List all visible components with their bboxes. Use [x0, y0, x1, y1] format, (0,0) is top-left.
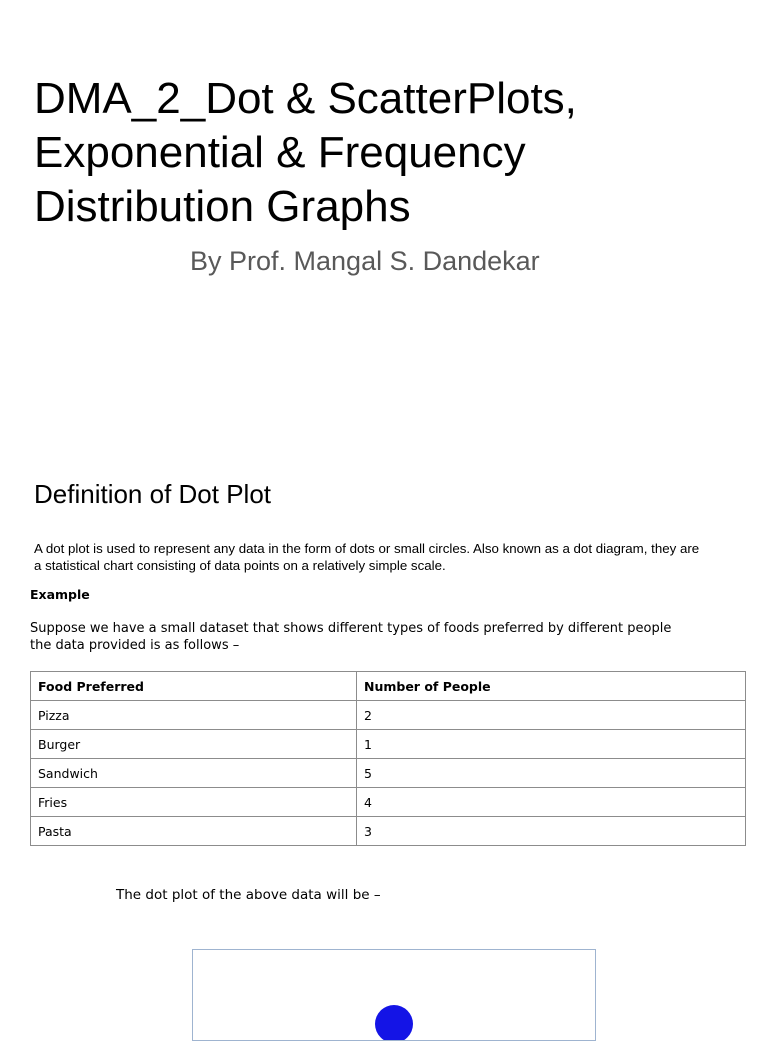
- column-header-count: Number of People: [357, 672, 746, 701]
- table-row: [31, 701, 746, 730]
- food-cell: Sandwich: [31, 759, 357, 788]
- definition-line: A dot plot is used to represent any data in the form of dots or small circles. Also known as a dot diagram, they are: [34, 541, 700, 556]
- slide-title: [34, 72, 734, 234]
- plot-caption: The dot plot of the above data will be –: [116, 887, 381, 903]
- table-row: [31, 759, 746, 788]
- author-subtitle: By Prof. Mangal S. Dandekar: [190, 246, 540, 276]
- title-line: Exponential & Frequency: [34, 128, 526, 177]
- section-heading: Definition of Dot Plot: [34, 479, 272, 509]
- table-header-row: [31, 672, 746, 701]
- dot-plot-point: [375, 1005, 413, 1041]
- food-cell: Pasta: [31, 817, 357, 846]
- food-cell: Fries: [31, 788, 357, 817]
- example-label: Example: [30, 587, 90, 602]
- count-cell: 5: [357, 759, 746, 788]
- definition-line: a statistical chart consisting of data points on a relatively simple scale.: [34, 558, 446, 573]
- count-cell: 4: [357, 788, 746, 817]
- title-line: DMA_2_Dot & ScatterPlots,: [34, 74, 577, 123]
- column-header-food: Food Preferred: [31, 672, 357, 701]
- table-row: [31, 730, 746, 759]
- title-line: Distribution Graphs: [34, 182, 411, 231]
- table-row: [31, 817, 746, 846]
- example-line: Suppose we have a small dataset that shows different types of foods preferred by different people: [30, 621, 672, 636]
- example-paragraph: [30, 620, 750, 654]
- definition-paragraph: [34, 540, 744, 574]
- food-cell: Burger: [31, 730, 357, 759]
- table-row: [31, 788, 746, 817]
- count-cell: 3: [357, 817, 746, 846]
- dot-plot-frame: [192, 949, 596, 1041]
- food-cell: Pizza: [31, 701, 357, 730]
- example-line: the data provided is as follows –: [30, 638, 240, 653]
- count-cell: 1: [357, 730, 746, 759]
- count-cell: 2: [357, 701, 746, 730]
- food-preference-table: [30, 671, 746, 846]
